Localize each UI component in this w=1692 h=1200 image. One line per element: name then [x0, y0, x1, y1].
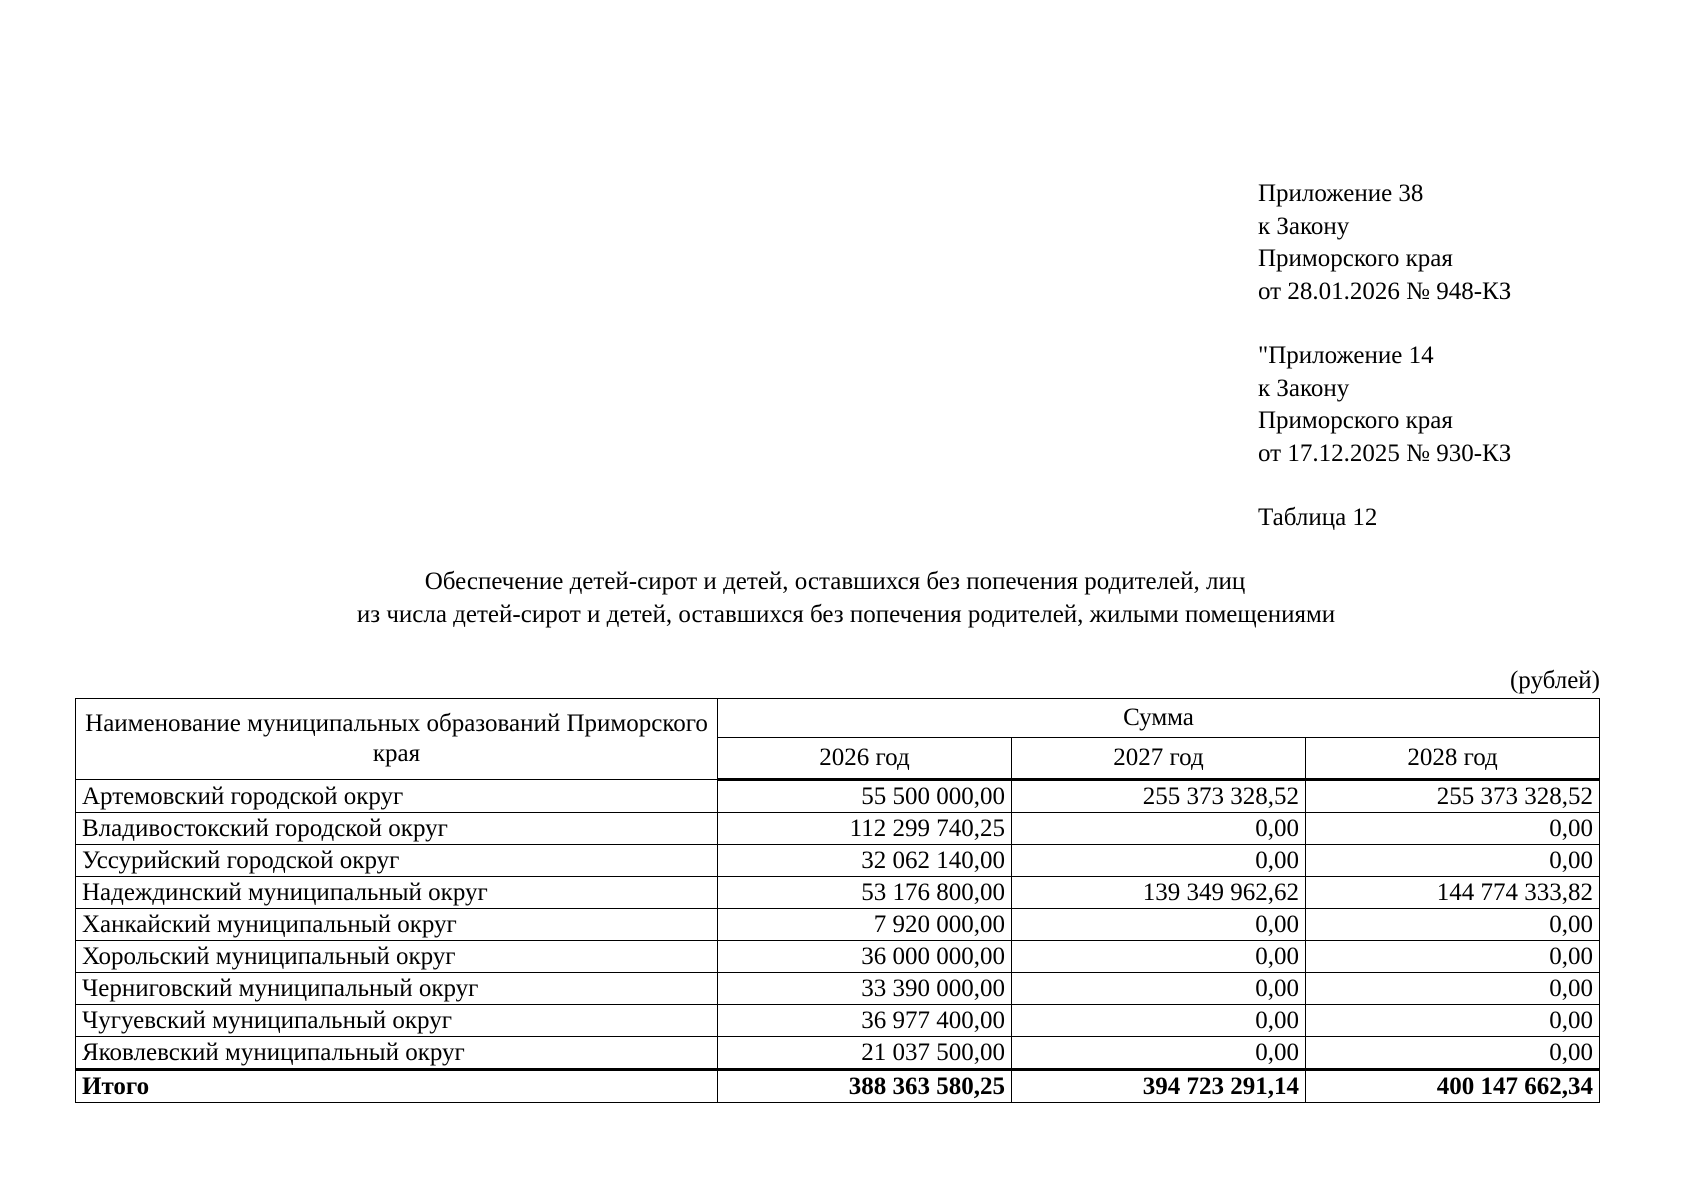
- attachment-line-3: Приморского края: [1258, 245, 1453, 272]
- row-name: Чугуевский муниципальный округ: [76, 1005, 718, 1037]
- table-row: [76, 877, 1600, 909]
- attachment-heading: [1258, 178, 1511, 470]
- row-value-2028: 0,00: [1306, 1005, 1600, 1037]
- row-value-2028: 144 774 333,82: [1306, 877, 1600, 909]
- attachment-line-1: Приложение 38: [1258, 180, 1424, 207]
- table-row: [76, 973, 1600, 1005]
- total-value-2028: 400 147 662,34: [1306, 1070, 1600, 1103]
- table-row: [76, 780, 1600, 813]
- table-number: Таблица 12: [1258, 504, 1378, 531]
- row-value-2027: 0,00: [1012, 941, 1306, 973]
- table-row: [76, 909, 1600, 941]
- row-value-2026: 32 062 140,00: [718, 845, 1012, 877]
- row-value-2027: 255 373 328,52: [1012, 780, 1306, 813]
- row-value-2028: 255 373 328,52: [1306, 780, 1600, 813]
- row-value-2026: 36 977 400,00: [718, 1005, 1012, 1037]
- row-value-2026: 55 500 000,00: [718, 780, 1012, 813]
- row-value-2028: 0,00: [1306, 973, 1600, 1005]
- total-row: [76, 1070, 1600, 1103]
- attachment-line-2: к Закону: [1258, 212, 1350, 240]
- header-year-2028: 2028 год: [1306, 738, 1600, 780]
- table-row: [76, 1005, 1600, 1037]
- row-value-2026: 53 176 800,00: [718, 877, 1012, 909]
- row-value-2028: 0,00: [1306, 909, 1600, 941]
- row-value-2027: 139 349 962,62: [1012, 877, 1306, 909]
- previous-attachment-line-2: к Закону: [1258, 374, 1350, 402]
- row-value-2027: 0,00: [1012, 973, 1306, 1005]
- row-value-2027: 0,00: [1012, 1005, 1306, 1037]
- document-title-line-1: Обеспечение детей-сирот и детей, оставшихся без попечения родителей, лиц: [424, 568, 1246, 595]
- row-value-2028: 0,00: [1306, 941, 1600, 973]
- header-year-2026: 2026 год: [718, 738, 1012, 780]
- row-name: Черниговский муниципальный округ: [76, 973, 718, 1005]
- row-value-2027: 0,00: [1012, 845, 1306, 877]
- table-row: [76, 1037, 1600, 1070]
- row-name: Надеждинский муниципальный округ: [76, 877, 718, 909]
- previous-attachment-line-3: Приморского края: [1258, 407, 1453, 434]
- row-name: Артемовский городской округ: [76, 780, 718, 813]
- row-value-2026: 36 000 000,00: [718, 941, 1012, 973]
- row-value-2026: 21 037 500,00: [718, 1037, 1012, 1070]
- previous-attachment-line-4: от 17.12.2025 № 930-КЗ: [1258, 439, 1512, 467]
- row-value-2028: 0,00: [1306, 813, 1600, 845]
- row-name: Владивостокский городской округ: [76, 813, 718, 845]
- header-year-2027: 2027 год: [1012, 738, 1306, 780]
- total-label: Итого: [76, 1070, 718, 1103]
- row-value-2028: 0,00: [1306, 1037, 1600, 1070]
- attachment-line-4: от 28.01.2026 № 948-КЗ: [1258, 277, 1512, 305]
- budget-table: [75, 698, 1600, 1103]
- header-municipality-name: Наименование муниципальных образований Приморского края: [76, 699, 718, 780]
- total-value-2027: 394 723 291,14: [1012, 1070, 1306, 1103]
- previous-attachment-line-1: "Приложение 14: [1258, 342, 1434, 369]
- total-value-2026: 388 363 580,25: [718, 1070, 1012, 1103]
- table-row: [76, 813, 1600, 845]
- row-value-2027: 0,00: [1012, 813, 1306, 845]
- row-value-2027: 0,00: [1012, 1037, 1306, 1070]
- row-value-2026: 112 299 740,25: [718, 813, 1012, 845]
- table-row: [76, 845, 1600, 877]
- row-name: Ханкайский муниципальный округ: [76, 909, 718, 941]
- row-value-2027: 0,00: [1012, 909, 1306, 941]
- row-name: Уссурийский городской округ: [76, 845, 718, 877]
- document-title-line-2: из числа детей-сирот и детей, оставшихся без попечения родителей, жилыми помещениями: [356, 600, 1336, 628]
- document-title: [0, 566, 1692, 631]
- row-name: Яковлевский муниципальный округ: [76, 1037, 718, 1070]
- units-label: (рублей): [1509, 667, 1600, 694]
- row-value-2026: 33 390 000,00: [718, 973, 1012, 1005]
- row-name: Хорольский муниципальный округ: [76, 941, 718, 973]
- header-sum: Сумма: [718, 699, 1600, 738]
- row-value-2028: 0,00: [1306, 845, 1600, 877]
- row-value-2026: 7 920 000,00: [718, 909, 1012, 941]
- table-row: [76, 941, 1600, 973]
